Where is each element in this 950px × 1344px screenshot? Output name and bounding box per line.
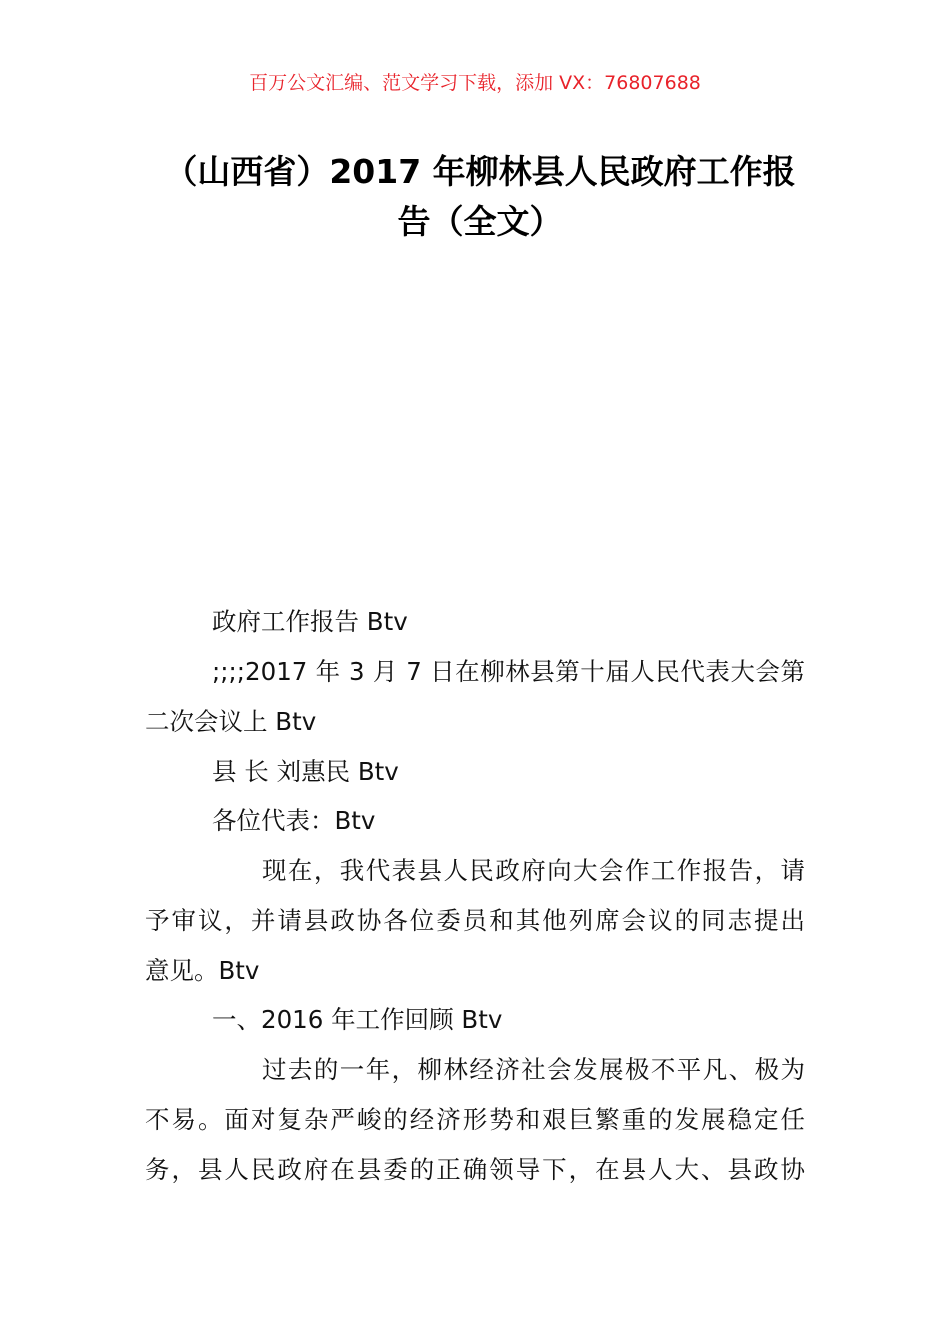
body-line: 各位代表：Btv: [212, 806, 376, 835]
document-title-line-1: （山西省）2017 年柳林县人民政府工作报: [164, 152, 796, 191]
body-line: 予审议，并请县政协各位委员和其他列席会议的同志提出: [145, 906, 805, 935]
body-line: ;;;;2017 年 3 月 7 日在柳林县第十届人民代表大会第: [212, 657, 805, 686]
body-line: 政府工作报告 Btv: [212, 607, 408, 636]
body-line: 意见。Btv: [145, 956, 260, 985]
body-line: 现在，我代表县人民政府向大会作工作报告，请: [262, 856, 805, 885]
body-line: 过去的一年，柳林经济社会发展极不平凡、极为: [262, 1055, 805, 1084]
body-line: 一、2016 年工作回顾 Btv: [212, 1005, 503, 1034]
body-line: 县 长 刘惠民 Btv: [212, 757, 399, 786]
body-line: 务，县人民政府在县委的正确领导下，在县人大、县政协: [145, 1155, 805, 1184]
document-title-line-2: 告（全文）: [397, 202, 563, 241]
header-banner: 百万公文汇编、范文学习下载，添加 VX：76807688: [249, 72, 701, 94]
body-line: 不易。面对复杂严峻的经济形势和艰巨繁重的发展稳定任: [145, 1105, 805, 1134]
body-line: 二次会议上 Btv: [145, 707, 317, 736]
